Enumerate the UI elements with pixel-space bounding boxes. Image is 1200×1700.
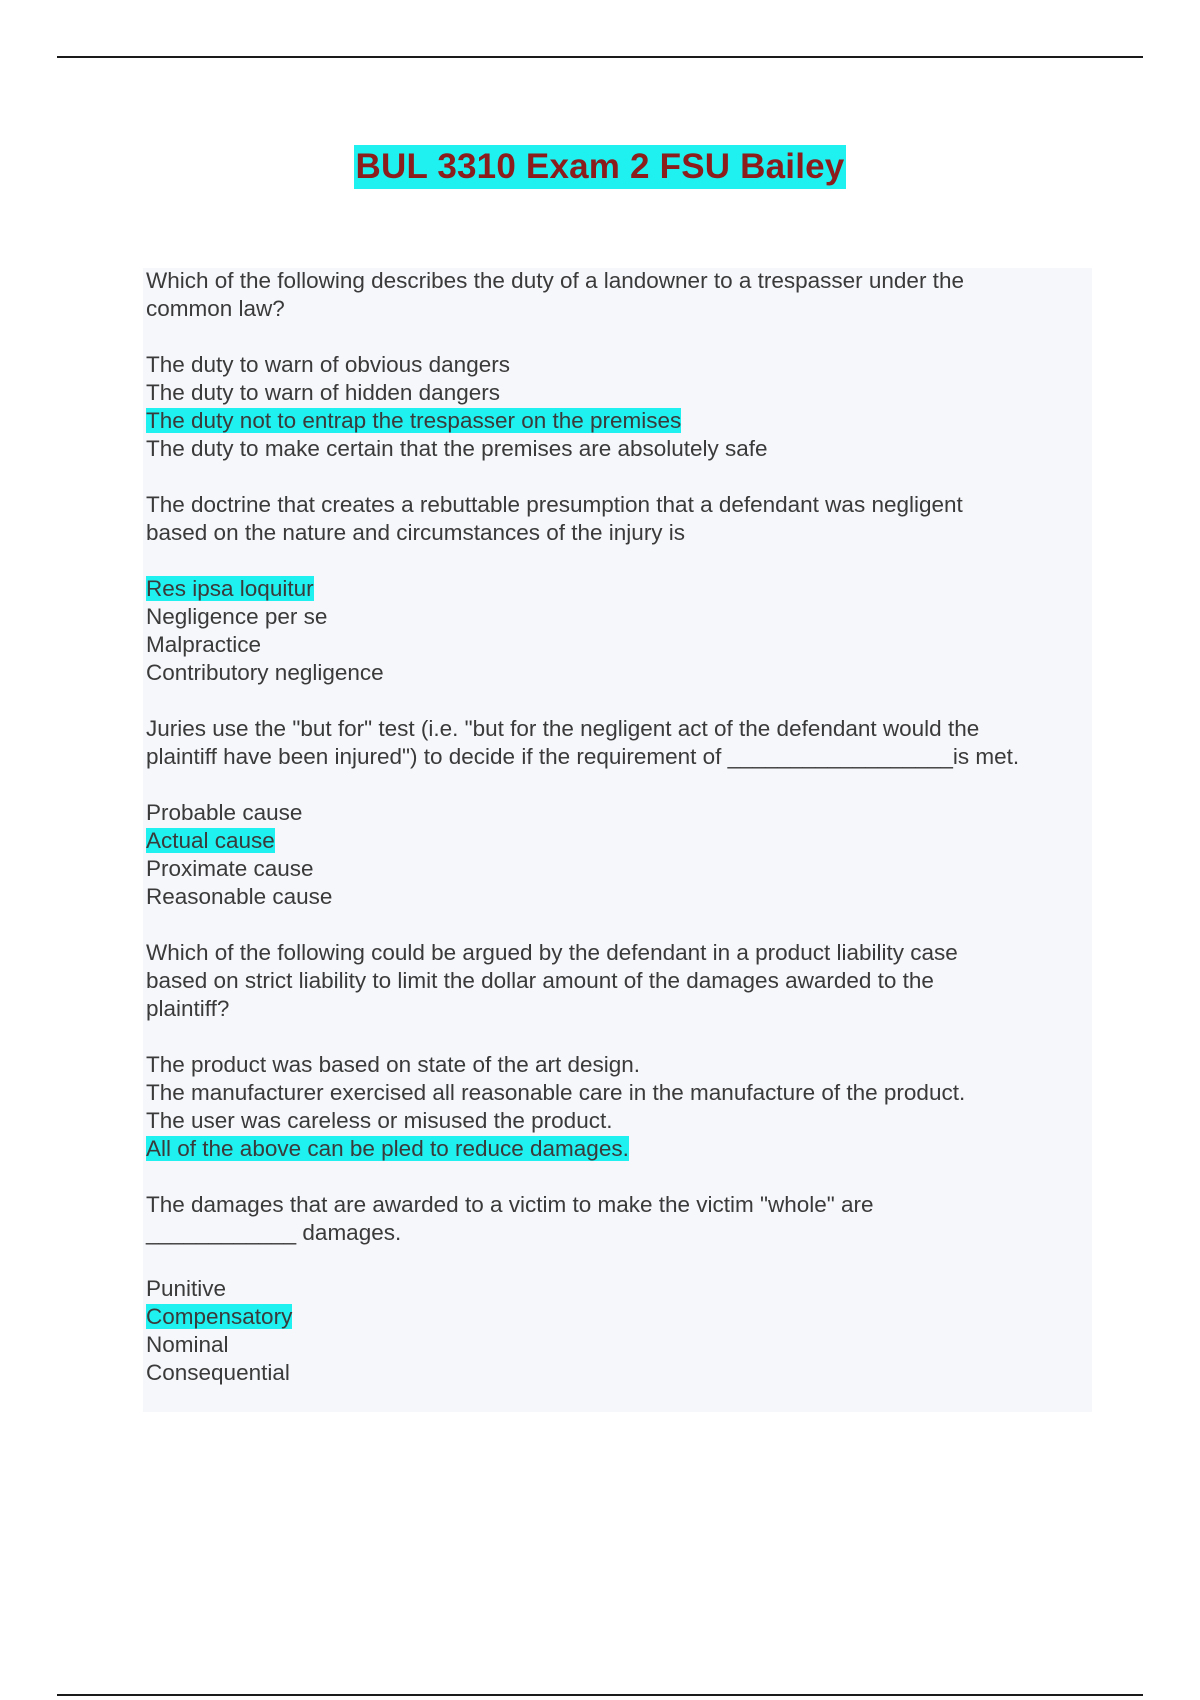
answer-option bbox=[146, 631, 1091, 659]
question-prompt-line: common law? bbox=[146, 296, 285, 321]
question-prompt-line: based on strict liability to limit the dollar amount of the damages awarded to the bbox=[146, 968, 934, 993]
answer-text: The product was based on state of the art design. bbox=[146, 1052, 641, 1077]
bottom-rule bbox=[57, 1694, 1143, 1696]
title-container bbox=[0, 145, 1200, 189]
answer-option bbox=[146, 1107, 1091, 1135]
question-spacer bbox=[146, 687, 1091, 715]
prompt-spacer bbox=[146, 1023, 1091, 1051]
question-prompt-line: Juries use the "but for" test (i.e. "but for the negligent act of the defendant would the bbox=[146, 716, 980, 741]
question-block bbox=[146, 715, 1091, 911]
answer-option bbox=[146, 659, 1091, 687]
question-prompt-line: ____________ damages. bbox=[146, 1220, 402, 1245]
highlighted-answer-text: The duty not to entrap the trespasser on the premises bbox=[146, 408, 682, 433]
question-block bbox=[146, 267, 1091, 463]
question-spacer bbox=[146, 463, 1091, 491]
highlighted-answer-text: Compensatory bbox=[146, 1304, 293, 1329]
prompt-spacer bbox=[146, 771, 1091, 799]
answer-text: The manufacturer exercised all reasonable care in the manufacture of the product. bbox=[146, 1080, 966, 1105]
answer-option bbox=[146, 1275, 1091, 1303]
answer-text: Punitive bbox=[146, 1276, 227, 1301]
prompt-spacer bbox=[146, 323, 1091, 351]
question-block bbox=[146, 1191, 1091, 1387]
answer-text: Nominal bbox=[146, 1332, 229, 1357]
answer-option bbox=[146, 603, 1091, 631]
highlighted-answer-text: Res ipsa loquitur bbox=[146, 576, 314, 601]
answer-option bbox=[146, 379, 1091, 407]
answer-option bbox=[146, 435, 1091, 463]
answer-option-correct bbox=[146, 1303, 1091, 1331]
answer-option bbox=[146, 351, 1091, 379]
answer-option bbox=[146, 1079, 1091, 1107]
answer-text: The user was careless or misused the product. bbox=[146, 1108, 613, 1133]
question-spacer bbox=[146, 911, 1091, 939]
top-rule bbox=[57, 56, 1143, 58]
answer-text: The duty to make certain that the premises are absolutely safe bbox=[146, 436, 768, 461]
question-prompt-line: plaintiff? bbox=[146, 996, 230, 1021]
answer-text: Consequential bbox=[146, 1360, 290, 1385]
question-prompt-line: The damages that are awarded to a victim to make the victim "whole" are bbox=[146, 1192, 874, 1217]
questions-list bbox=[146, 267, 1091, 1387]
question-prompt-line: Which of the following could be argued by the defendant in a product liability case bbox=[146, 940, 958, 965]
question-prompt-line: The doctrine that creates a rebuttable presumption that a defendant was negligent bbox=[146, 492, 963, 517]
answer-text: Contributory negligence bbox=[146, 660, 384, 685]
answer-text: The duty to warn of hidden dangers bbox=[146, 380, 500, 405]
question-spacer bbox=[146, 1163, 1091, 1191]
answer-text: Negligence per se bbox=[146, 604, 328, 629]
document-title: BUL 3310 Exam 2 FSU Bailey bbox=[354, 145, 847, 189]
highlighted-answer-text: All of the above can be pled to reduce damages. bbox=[146, 1136, 629, 1161]
answer-option bbox=[146, 883, 1091, 911]
answer-option bbox=[146, 1051, 1091, 1079]
prompt-spacer bbox=[146, 1247, 1091, 1275]
answer-option bbox=[146, 855, 1091, 883]
question-block bbox=[146, 491, 1091, 687]
answer-option-correct bbox=[146, 827, 1091, 855]
question-prompt-line: based on the nature and circumstances of the injury is bbox=[146, 520, 686, 545]
answer-option bbox=[146, 1359, 1091, 1387]
answer-text: Proximate cause bbox=[146, 856, 314, 881]
prompt-spacer bbox=[146, 547, 1091, 575]
answer-option-correct bbox=[146, 407, 1091, 435]
answer-option bbox=[146, 1331, 1091, 1359]
answer-text: Malpractice bbox=[146, 632, 262, 657]
answer-text: The duty to warn of obvious dangers bbox=[146, 352, 510, 377]
answer-option bbox=[146, 799, 1091, 827]
question-prompt-line: plaintiff have been injured") to decide if the requirement of __________________is met. bbox=[146, 744, 1020, 769]
highlighted-answer-text: Actual cause bbox=[146, 828, 275, 853]
question-block bbox=[146, 939, 1091, 1163]
answer-option-correct bbox=[146, 575, 1091, 603]
answer-text: Probable cause bbox=[146, 800, 303, 825]
answer-text: Reasonable cause bbox=[146, 884, 333, 909]
answer-option-correct bbox=[146, 1135, 1091, 1163]
question-prompt-line: Which of the following describes the duty of a landowner to a trespasser under the bbox=[146, 268, 964, 293]
